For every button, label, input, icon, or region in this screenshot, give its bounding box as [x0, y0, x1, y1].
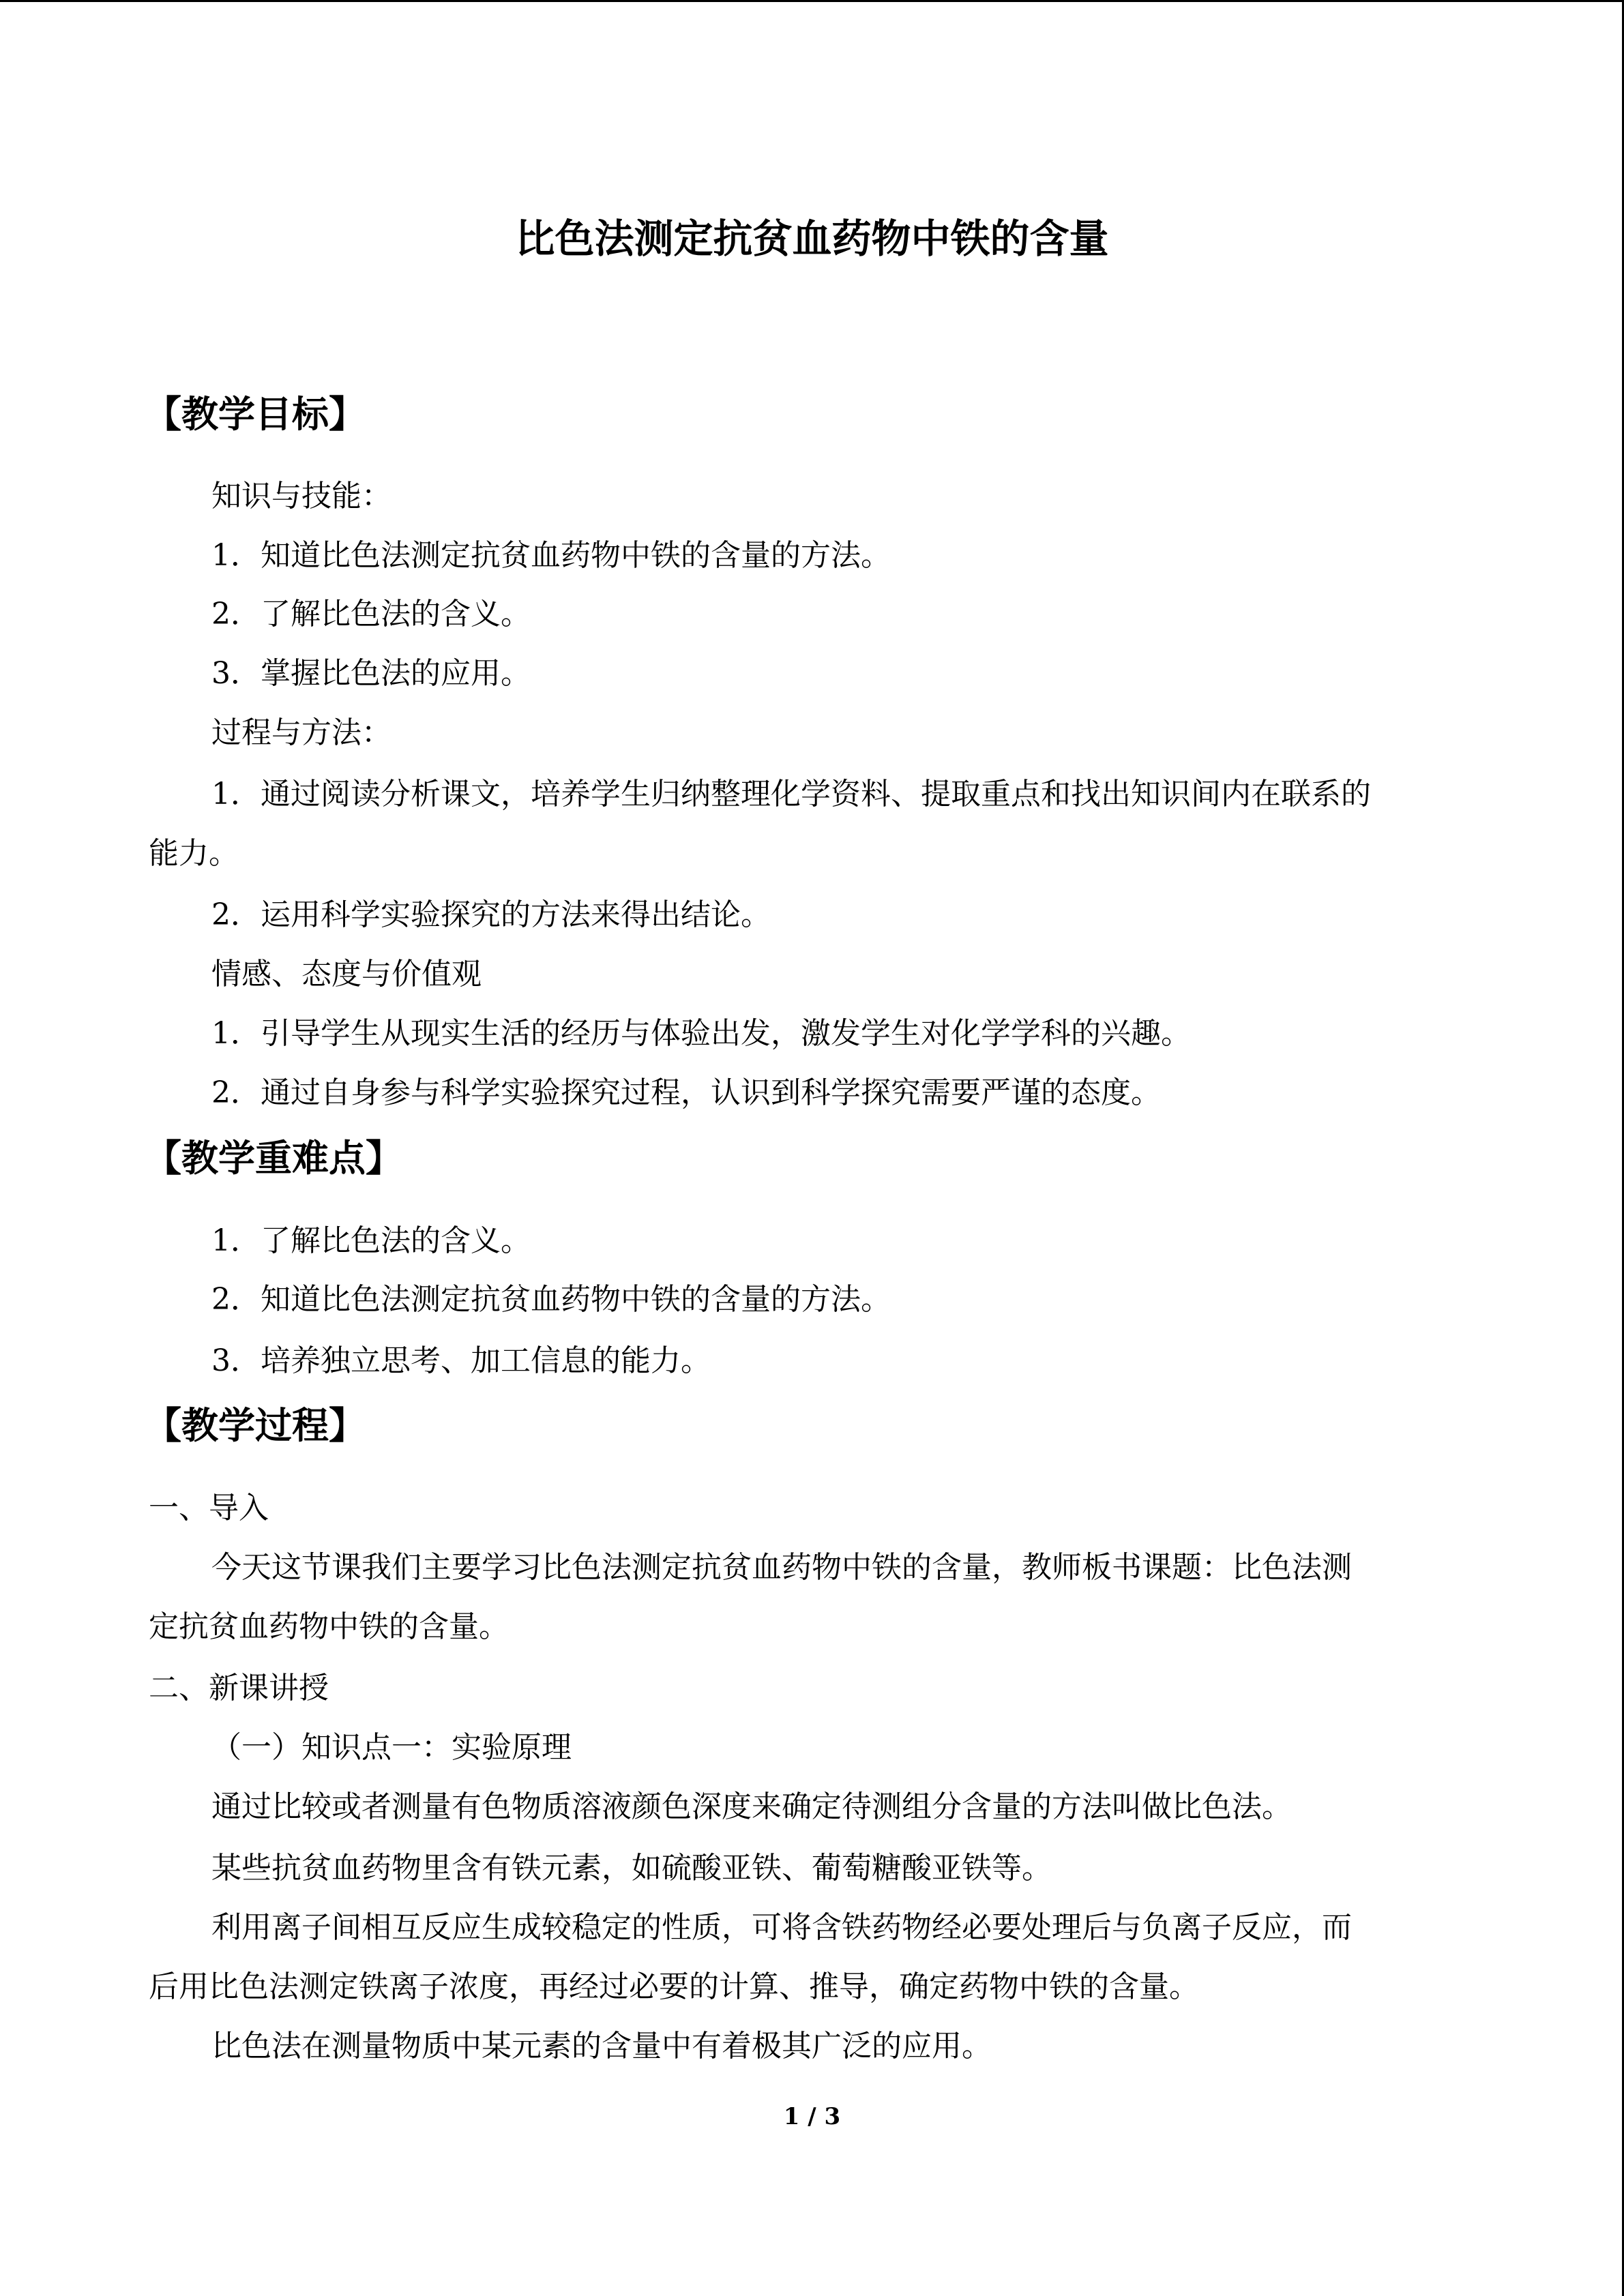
objectives-knowledge-item: 1．知道比色法测定抗贫血药物中铁的含量的方法。 — [211, 538, 891, 573]
objectives-knowledge-item: 3．掌握比色法的应用。 — [211, 656, 531, 691]
process-paragraph: 利用离子间相互反应生成较稳定的性质，可将含铁药物经必要处理后与负离子反应，而 — [211, 1910, 1352, 1945]
objectives-process-item-continuation: 能力。 — [149, 836, 239, 871]
section-heading-process: 【教学过程】 — [145, 1403, 366, 1447]
objectives-emotion-item: 1．引导学生从现实生活的经历与体验出发，激发学生对化学学科的兴趣。 — [211, 1016, 1191, 1051]
key-point-item: 3．培养独立思考、加工信息的能力。 — [211, 1343, 711, 1378]
objectives-knowledge-item: 2．了解比色法的含义。 — [211, 597, 531, 631]
section-heading-objectives: 【教学目标】 — [145, 392, 366, 436]
process-paragraph: 某些抗贫血药物里含有铁元素，如硫酸亚铁、葡萄糖酸亚铁等。 — [211, 1851, 1052, 1885]
process-paragraph: 比色法在测量物质中某元素的含量中有着极其广泛的应用。 — [211, 2029, 992, 2063]
process-intro-paragraph: 今天这节课我们主要学习比色法测定抗贫血药物中铁的含量，教师板书课题：比色法测 — [211, 1550, 1352, 1585]
process-intro-paragraph-continuation: 定抗贫血药物中铁的含量。 — [149, 1609, 509, 1644]
page-number: 1 / 3 — [783, 2103, 841, 2130]
top-border-line — [0, 0, 1624, 2]
objectives-process-label: 过程与方法： — [211, 715, 392, 750]
process-paragraph: 通过比较或者测量有色物质溶液颜色深度来确定待测组分含量的方法叫做比色法。 — [211, 1789, 1292, 1824]
section-heading-key-points: 【教学重难点】 — [145, 1136, 402, 1180]
key-point-item: 1．了解比色法的含义。 — [211, 1223, 531, 1258]
key-point-item: 2．知道比色法测定抗贫血药物中铁的含量的方法。 — [211, 1282, 891, 1317]
objectives-knowledge-label: 知识与技能： — [211, 479, 392, 513]
process-paragraph-continuation: 后用比色法测定铁离子浓度，再经过必要的计算、推导，确定药物中铁的含量。 — [149, 1969, 1199, 2004]
objectives-process-item: 1．通过阅读分析课文，培养学生归纳整理化学资料、提取重点和找出知识间内在联系的 — [211, 777, 1371, 811]
objectives-emotion-label: 情感、态度与价值观 — [211, 957, 482, 992]
process-point-one-label: （一）知识点一：实验原理 — [211, 1730, 572, 1765]
page-title: 比色法测定抗贫血药物中铁的含量 — [515, 215, 1109, 262]
objectives-process-item: 2．运用科学实验探究的方法来得出结论。 — [211, 897, 771, 932]
process-intro-label: 一、导入 — [149, 1491, 269, 1525]
process-new-lesson-label: 二、新课讲授 — [149, 1671, 329, 1705]
objectives-emotion-item: 2．通过自身参与科学实验探究过程，认识到科学探究需要严谨的态度。 — [211, 1075, 1161, 1110]
